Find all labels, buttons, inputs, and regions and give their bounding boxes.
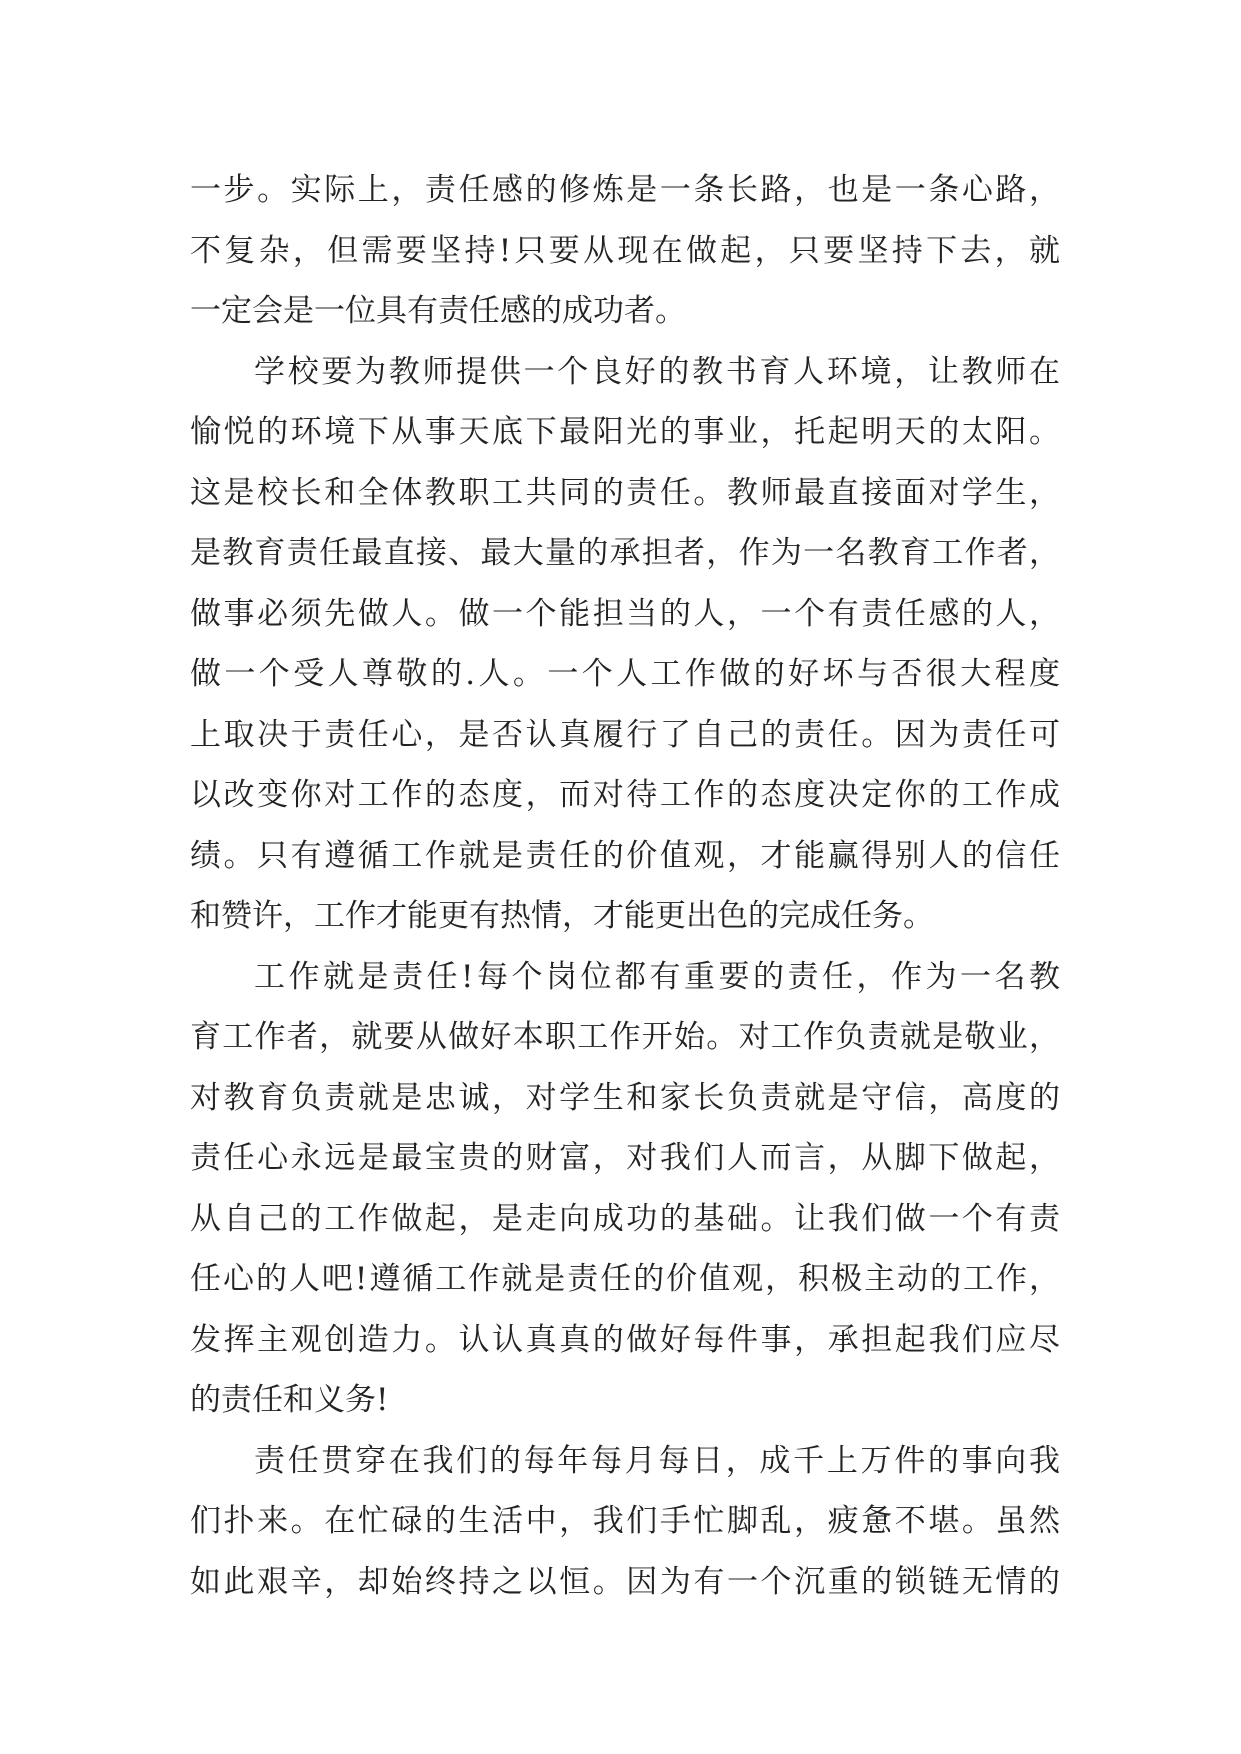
text-line: 以改变你对工作的态度，而对待工作的态度决定你的工作成 xyxy=(190,777,1060,813)
text-line: 任心的人吧!遵循工作就是责任的价值观，积极主动的工作， xyxy=(190,1261,1060,1297)
text-line: 愉悦的环境下从事天底下最阳光的事业，托起明天的太阳。 xyxy=(190,414,1060,450)
text-line: 育工作者，就要从做好本职工作开始。对工作负责就是敬业， xyxy=(190,1019,1060,1055)
text-line: 上取决于责任心，是否认真履行了自己的责任。因为责任可 xyxy=(190,716,1060,753)
text-line: 不复杂，但需要坚持!只要从现在做起，只要坚持下去，就 xyxy=(190,232,1060,269)
text-line: 发挥主观创造力。认认真真的做好每件事，承担起我们应尽 xyxy=(190,1321,1060,1358)
text-line: 做事必须先做人。做一个能担当的人，一个有责任感的人， xyxy=(190,595,1060,632)
text-line: 绩。只有遵循工作就是责任的价值观，才能赢得别人的信任 xyxy=(190,837,1060,874)
text-line: 做一个受人尊敬的.人。一个人工作做的好坏与否很大程度 xyxy=(190,656,1060,692)
paragraph-4 xyxy=(190,1431,1060,1613)
text-line: 一步。实际上，责任感的修炼是一条长路，也是一条心路， xyxy=(190,172,1060,208)
text-line: 学校要为教师提供一个良好的教书育人环境，让教师在 xyxy=(254,353,1060,390)
body-text xyxy=(190,160,1060,1612)
text-line: 责任贯穿在我们的每年每月每日，成千上万件的事向我 xyxy=(254,1442,1060,1479)
paragraph-3 xyxy=(190,947,1060,1431)
text-line: 是教育责任最直接、最大量的承担者，作为一名教育工作者， xyxy=(190,535,1060,571)
text-line: 的责任和义务! xyxy=(190,1382,389,1418)
text-line: 工作就是责任!每个岗位都有重要的责任，作为一名教 xyxy=(254,958,1060,995)
text-line: 一定会是一位具有责任感的成功者。 xyxy=(190,293,686,329)
text-line: 从自己的工作做起，是走向成功的基础。让我们做一个有责 xyxy=(190,1200,1060,1237)
text-line: 如此艰辛，却始终持之以恒。因为有一个沉重的锁链无情的 xyxy=(190,1563,1060,1600)
text-line: 们扑来。在忙碌的生活中，我们手忙脚乱，疲惫不堪。虽然 xyxy=(190,1503,1060,1539)
paragraph-1 xyxy=(190,160,1060,342)
text-line: 对教育负责就是忠诚，对学生和家长负责就是守信，高度的 xyxy=(190,1079,1060,1116)
text-line: 这是校长和全体教职工共同的责任。教师最直接面对学生， xyxy=(190,474,1060,511)
text-line: 和赞许，工作才能更有热情，才能更出色的完成任务。 xyxy=(190,898,934,934)
text-line: 责任心永远是最宝贵的财富，对我们人而言，从脚下做起， xyxy=(190,1140,1060,1176)
paragraph-2 xyxy=(190,342,1060,947)
